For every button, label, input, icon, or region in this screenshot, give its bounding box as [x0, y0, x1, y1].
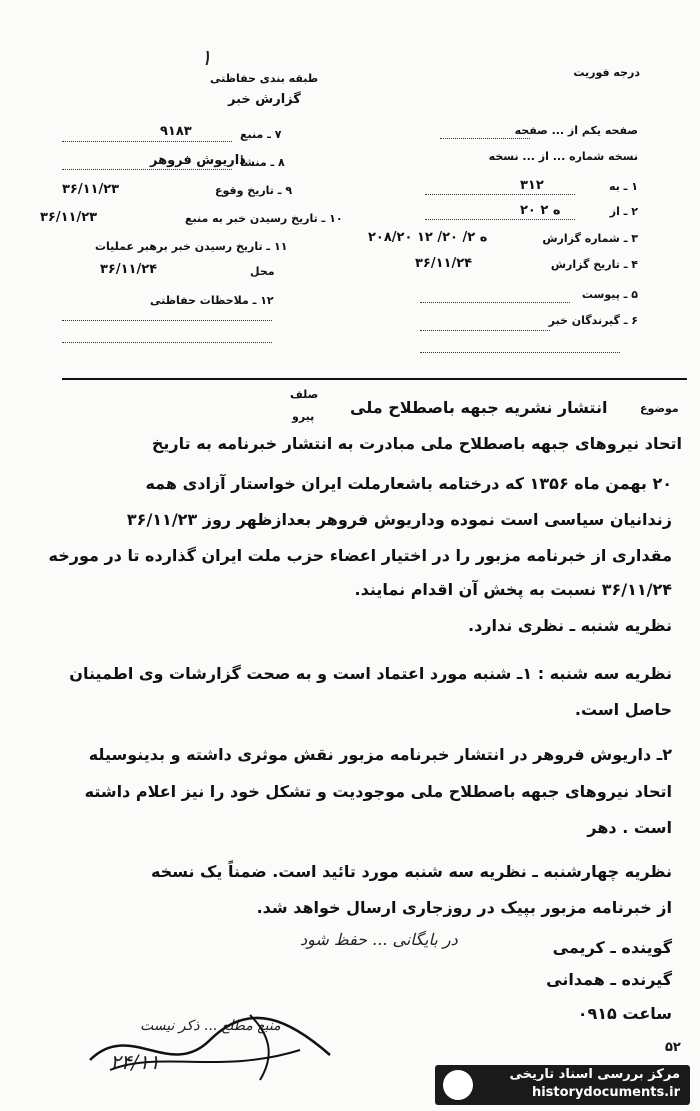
subject-label: موضوع — [640, 402, 679, 415]
time: ساعت ۰۹۱۵ — [577, 1004, 672, 1023]
body-line: زندانیان سیاسی است نموده وداریوش فروهر بعدازظهر روز ۳۶/۱۱/۲۳ — [126, 510, 672, 529]
signature-scribble — [70, 1000, 370, 1090]
body-line: اتحاد نیروهای جبهه باصطلاح ملی مبادرت به انتشار خبرنامه به تاریخ — [151, 434, 682, 453]
watermark-title: مرکز بررسی اسناد تاریخی — [509, 1067, 680, 1082]
watermark-logo — [435, 1065, 690, 1105]
subject-side-mark-2: پیرو — [292, 410, 315, 423]
classification-label: طبقه بندی حفاظتی — [210, 72, 319, 85]
field-ops-receipt-date: ۱۱ ـ تاریخ رسیدن خبر برهبر عملیات — [95, 240, 288, 253]
speaker: گوینده ـ کریمی — [552, 938, 672, 957]
field-copy: نسخه شماره ... از ... نسخه — [488, 150, 638, 163]
body-line: نظریه چهارشنبه ـ نظریه سه شنبه مورد تائید است. ضمناً یک نسخه — [150, 862, 672, 881]
field-from: ۲ ـ از — [609, 205, 638, 218]
field-ops-receipt-date-value: ۳۶/۱۱/۲۴ — [100, 262, 158, 277]
field-attachment: ۵ ـ پیوست — [581, 288, 638, 301]
receiver: گیرنده ـ همدانی — [546, 970, 672, 989]
field-from-value: ۲۰ ه ۲ — [520, 203, 561, 218]
field-report-number: ۳ ـ شماره گزارش — [542, 232, 638, 245]
footer-number: ۵۲ — [665, 1040, 681, 1055]
logo-icon — [443, 1070, 473, 1100]
field-to-value: ۳۱۲ — [520, 178, 544, 193]
field-occurrence-date: ۹ ـ تاریخ وقوع — [215, 184, 293, 197]
field-report-number-value: ۲۰۸/۲۰ ه ۲/ ۲۰/ ۱۲ — [368, 230, 488, 245]
body-line: از خبرنامه مزبور بپیک در روزجاری ارسال خواهد شد. — [256, 898, 672, 917]
field-to: ۱ ـ به — [609, 180, 638, 193]
body-line: حاصل است. — [574, 700, 672, 719]
body-line: است . دهر — [587, 818, 672, 837]
watermark-url: historydocuments.ir — [531, 1085, 680, 1100]
field-origin-value: داریوش فروهر — [150, 153, 246, 168]
body-line: ۳۶/۱۱/۲۴ نسبت به پخش آن اقدام نمایند. — [354, 580, 672, 599]
handwritten-note: در بایگانی ... حفظ شود — [300, 930, 458, 949]
body-line: ۲ـ داریوش فروهر در انتشار خبرنامه مزبور نقش موثری داشته و بدینوسیله — [88, 745, 672, 764]
body-line: اتحاد نیروهای جبهه باصطلاح ملی موجودیت و تشکل خود را نیز اعلام داشته — [84, 782, 672, 801]
handwritten-note-2: منبع مطلع ... ذکر نیست — [140, 1018, 281, 1034]
field-source: ۷ ـ منبع — [240, 128, 282, 141]
field-place: محل — [250, 265, 275, 278]
field-source-receipt-date-value: ۳۶/۱۱/۲۳ — [40, 210, 98, 225]
field-report-date: ۴ ـ تاریخ گزارش — [550, 258, 638, 271]
field-occurrence-date-value: ۳۶/۱۱/۲۳ — [62, 182, 120, 197]
top-handwritten-mark: ۱ — [200, 46, 212, 71]
field-source-value: ۹۱۸۳ — [160, 124, 192, 139]
field-source-receipt-date: ۱۰ ـ تاریخ رسیدن خبر به منبع — [185, 212, 343, 225]
body-line: ۲۰ بهمن ماه ۱۳۵۶ که درختامه باشعارملت ایران خواستار آزادی همه — [145, 474, 672, 493]
field-recipients: ۶ ـ گیرندگان خبر — [548, 314, 638, 327]
field-page: صفحه یکم از ... صفحه — [514, 124, 638, 137]
body-line: نظریه سه شنبه : ۱ـ شنبه مورد اعتماد است و به صحت گزارشات وی اطمینان — [69, 664, 672, 683]
handwritten-date: ۲۴/۱۱ — [110, 1050, 160, 1074]
field-notes: ۱۲ ـ ملاحظات حفاظتی — [150, 294, 274, 307]
field-origin: ۸ ـ منشأ — [240, 156, 285, 169]
priority-label: درجه فوریت — [573, 66, 640, 79]
subject-value: انتشار نشریه جبهه باصطلاح ملی — [350, 398, 608, 417]
body-line: مقداری از خبرنامه مزبور را در اختیار اعضاء حزب ملت ایران گذارده تا در مورخه — [48, 546, 672, 565]
field-report-date-value: ۳۶/۱۱/۲۴ — [415, 256, 473, 271]
body-line: نظریه شنبه ـ نظری ندارد. — [468, 616, 672, 635]
subject-side-mark-1: صلف — [290, 388, 319, 401]
form-title: گزارش خبر — [228, 92, 301, 107]
